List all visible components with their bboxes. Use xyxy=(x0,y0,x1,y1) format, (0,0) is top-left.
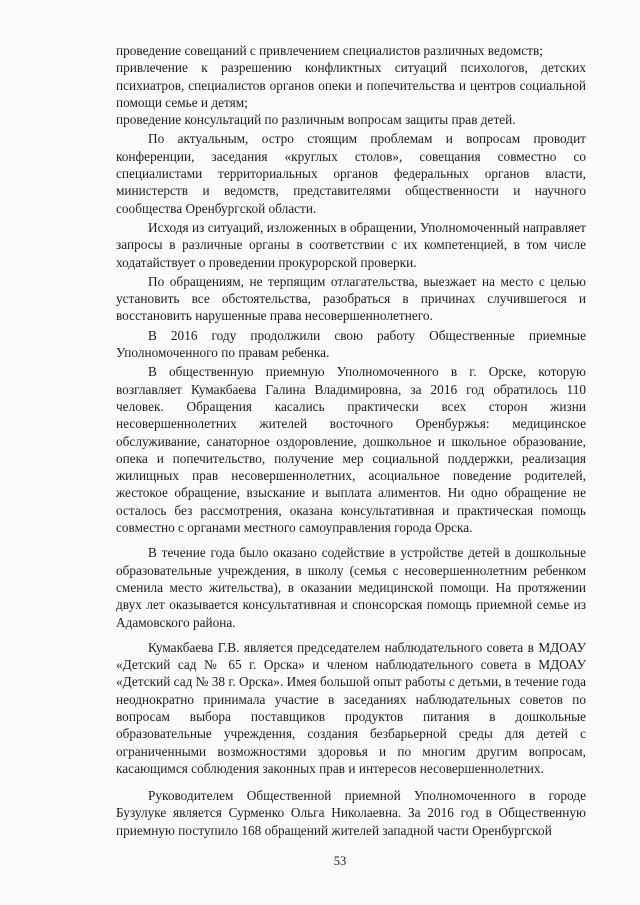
paragraph-8: В общественную приемную Уполномоченного в г. Орске, которую возглавляет Кумакбаева Галина Владимировна, за 2016 год обратилось 110 человек. Обращения касались практически всех сторон жизни несовершеннолетних жителей восточного Оренбуржья: медицинское обслуживание, санаторное оздоровление, дошкольное и школьное образование, опека и попечительство, получение мер социальной поддержки, реализация жилищных прав несовершеннолетних, асоциальное поведение родителей, жестокое обращение, взыскание и выплата алиментов. Ни одно обращение не осталось без рассмотрения, оказана консультативная и практическая помощь совместно с органами местного самоуправления города Орска. xyxy=(116,364,586,536)
paragraph-9: В течение года было оказано содействие в устройстве детей в дошкольные образовательные учреждения, в школу (семья с несовершеннолетним ребенком сменила место жительства), в оказании медицинской помощи. На протяжении двух лет оказывается консультативная и спонсорская помощь приемной семье из Адамовского района. xyxy=(116,545,586,630)
paragraph-3: проведение консультаций по различным вопросам защиты прав детей. xyxy=(116,112,516,128)
page-number: 53 xyxy=(333,854,347,868)
paragraph-6: По обращениям, не терпящим отлагательства, выезжает на место с целью установить все обстоятельства, разобраться в причинах случившегося и восстановить нарушенные права несовершеннолетнего. xyxy=(116,273,586,324)
paragraph-5: Исходя из ситуаций, изложенных в обращении, Уполномоченный направляет запросы в различные органы в соответствии с их компетенцией, в том числе ходатайствует о проведении прокурорской проверки. xyxy=(116,219,586,270)
paragraph-2: привлечение к разрешению конфликтных ситуаций психологов, детских психиатров, специалистов органов опеки и попечительства и центров социальной помощи семье и детям; xyxy=(116,60,586,110)
paragraph-11: Руководителем Общественной приемной Уполномоченного в городе Бузулуке является Сурменко Ольга Николаевна. За 2016 год в Общественную приемную поступило 168 обращений жителей западной части Оренбургской xyxy=(116,788,586,838)
body-text xyxy=(116,42,586,839)
paragraph-10: Кумакбаева Г.В. является председателем наблюдательного совета в МДОАУ «Детский сад № 65 г. Орска» и членом наблюдательного совета в МДОАУ «Детский сад № 38 г. Орска». Имея большой опыт работы с детьми, в течение года неоднократно принимала участие в заседаниях наблюдательных советов по вопросам выбора поставщиков продуктов питания в дошкольные образовательные учреждения, создания безбарьерной среды для детей с ограниченными возможностями здоровья и по многим другим вопросам, касающимся соблюдения законных прав и интересов несовершеннолетних. xyxy=(116,639,586,776)
paragraph-7: В 2016 году продолжили свою работу Общественные приемные Уполномоченного по правам ребенка. xyxy=(116,327,586,361)
paragraph-1: проведение совещаний с привлечением специалистов различных ведомств; xyxy=(116,43,543,58)
paragraph-4: По актуальным, остро стоящим проблемам и вопросам проводит конференции, заседания «круглых столов», совещания совместно со специалистами территориальных органов федеральных органов власти, министерств и ведомств, представителями общественности и научного сообщества Оренбургской области. xyxy=(116,131,586,216)
